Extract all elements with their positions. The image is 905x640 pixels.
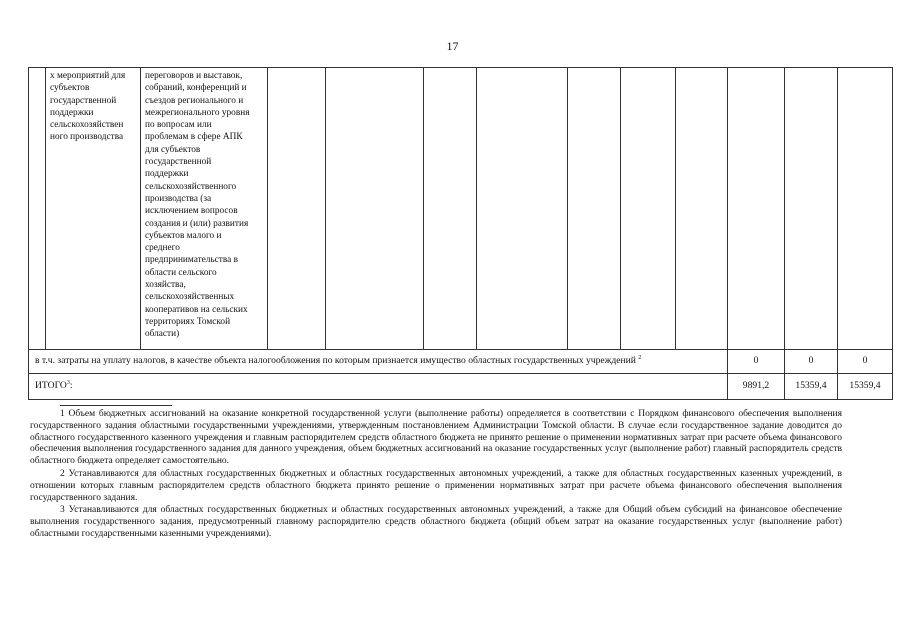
tax-row-label: в т.ч. затраты на уплату налогов, в качестве объекта налогообложения по которым признается имущество областных государственных учреждений $^2$ (29, 350, 728, 374)
table-cell-activity: х мероприятий для субъектов государственной поддержки сельскохозяйствен ного производства (46, 68, 141, 350)
table-cell (477, 68, 568, 350)
table-cell (568, 68, 621, 350)
footnote-3: 3 Устанавливаются для областных государственных бюджетных и областных государственных автономных учреждений, а также для Общий объем субсидий на финансовое обеспечение выполнения государственного задания, предусмотренный главному распорядителю средств областного бюджета (общий объем затрат на оказание государственных услуг (выполнение работ) областными государственными казенными учреждениями). (30, 505, 842, 539)
footnote-2: 2 Устанавливаются для областных государственных бюджетных и областных государственных автономных учреждений, а также для областных государственных казенных учреждений, в отношении которых главным распорядителем средств областного бюджета принято решение о применении нормативных затрат при расчете объема финансового обеспечения выполнения государственного задания. (30, 468, 842, 503)
footnote-1: 1 Объем бюджетных ассигнований на оказание конкретной государственной услуги (выполнение работы) определяется в соответствии с Порядком финансового обеспечения выполнения государственного задания областными государственными учреждениями, утвержденным постановлением Администрации Томской области. В случае если государственное задание доводится до областного государственного казенного учреждения и главным распорядителем средств областного бюджета не принято решение о применении нормативных затрат при расчете объема финансового обеспечения выполнения государственного задания для данного учреждения, объем бюджетных ассигнований на оказание государственных услуг (выполнение работ) главный распорядитель средств областного бюджета определяет самостоятельно. (30, 409, 842, 467)
tax-value-3: 0 (838, 350, 893, 374)
table-cell (424, 68, 477, 350)
tax-value-1: 0 (728, 350, 785, 374)
total-value-3: 15359,4 (838, 374, 893, 400)
budget-table (28, 67, 893, 400)
total-value-1: 9891,2 (728, 374, 785, 400)
total-value-2: 15359,4 (785, 374, 838, 400)
table-cell (326, 68, 424, 350)
table-cell (785, 68, 838, 350)
table-cell (728, 68, 785, 350)
table-row (29, 68, 893, 350)
footnotes (30, 409, 842, 542)
table-cell (838, 68, 893, 350)
page-number: 17 (446, 39, 459, 53)
table-cell (676, 68, 728, 350)
table-cell (621, 68, 676, 350)
table-cell (268, 68, 326, 350)
table-cell (29, 68, 46, 350)
table-row-total (29, 374, 893, 400)
tax-value-2: 0 (785, 350, 838, 374)
footnote-separator (60, 405, 172, 406)
table-row-tax (29, 350, 893, 374)
table-cell-description: переговоров и выставок, собраний, конференций и съездов регионального и межрегионального уровня по вопросам или проблемам в сфере АПК для субъектов государственной поддержки сельскохозяйственного производства (за исключением вопросов создания и (или) развития субъектов малого и среднего предпринимательства в области сельского хозяйства, сельскохозяйственных кооперативов на сельских территориях Томской области) (141, 68, 268, 350)
total-row-label: ИТОГО$^3$: (29, 374, 728, 400)
